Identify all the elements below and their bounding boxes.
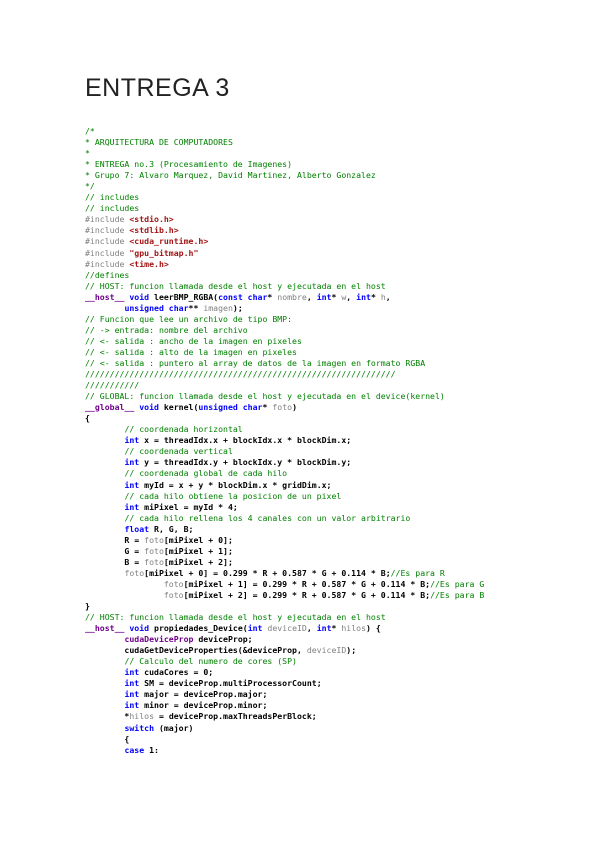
code-line [85, 391, 595, 402]
code-token [85, 468, 124, 478]
code-token: // GLOBAL: funcion llamada desde el host y ejecutada en el device(kernel) [85, 391, 445, 402]
code-token: <stdio.h> [129, 214, 174, 225]
code-line [85, 358, 595, 369]
code-line [85, 468, 595, 479]
code-token [85, 457, 124, 467]
code-token: int [124, 435, 140, 446]
code-token: foto [144, 545, 164, 556]
code-line [85, 380, 595, 391]
code-line [85, 314, 595, 325]
code-token: kernel( [158, 402, 199, 413]
code-line [85, 259, 595, 270]
code-token: // coordenada horizontal [124, 424, 243, 435]
code-token: switch [124, 722, 155, 733]
code-line [85, 723, 595, 734]
code-token: // cada hilo rellena los 4 canales con un valor arbitrario [124, 512, 411, 523]
code-token: #include [85, 258, 130, 269]
code-token: <stdlib.h> [129, 225, 179, 236]
code-token: G = [85, 545, 145, 556]
code-token: * [331, 623, 342, 634]
code-token: <cuda_runtime.h> [129, 236, 209, 247]
code-token: y = threadIdx.y + blockIdx.y * blockDim.y; [139, 457, 352, 468]
code-token: #include [85, 214, 130, 225]
code-line [85, 590, 595, 601]
code-token: /////////////////////////////////////////////////////////////// [85, 369, 396, 380]
code-line [85, 336, 595, 347]
code-line [85, 711, 595, 722]
code-token: * [267, 291, 278, 302]
code-token [85, 590, 164, 600]
code-token [85, 303, 124, 313]
code-line [85, 612, 595, 623]
code-token: [miPixel + 2] = 0.299 * R + 0.587 * G + 0.114 * B; [183, 589, 431, 600]
code-token: // <- salida : ancho de la imagen en pixeles [85, 335, 302, 346]
code-token: * ENTREGA no.3 (Procesamiento de Imagenes) [85, 159, 293, 170]
document-title: ENTREGA 3 [85, 74, 230, 102]
code-token: foto [272, 402, 293, 413]
code-token: propiedades_Device( [149, 623, 248, 634]
code-line [85, 159, 595, 170]
code-token [85, 700, 124, 710]
code-line [85, 236, 595, 247]
code-token: ) { [366, 623, 381, 634]
code-token: [miPixel + 2]; [163, 556, 233, 567]
code-line [85, 126, 595, 137]
code-token [85, 678, 124, 688]
code-line [85, 347, 595, 358]
code-token: 1: [144, 744, 159, 755]
code-token: major = deviceProp.major; [139, 689, 268, 700]
code-line [85, 623, 595, 634]
code-token: { [85, 733, 130, 744]
code-token: int [316, 623, 332, 634]
code-line [85, 535, 595, 546]
code-token: * [85, 711, 130, 722]
code-line [85, 678, 595, 689]
code-token: foto [163, 589, 184, 600]
code-token: int [124, 700, 140, 711]
code-token [85, 480, 124, 490]
code-token: deviceID [267, 623, 307, 634]
code-line [85, 457, 595, 468]
code-token: int [124, 689, 140, 700]
code-token: ** [188, 302, 204, 313]
code-token: case [124, 744, 145, 755]
code-token: // Calculo del numero de cores (SP) [124, 656, 297, 667]
code-token: imagen [203, 302, 233, 313]
code-token: * Grupo 7: Alvaro Marquez, David Martinez, Alberto Gonzalez [85, 170, 376, 181]
code-token: * ARQUITECTURA DE COMPUTADORES [85, 137, 233, 148]
code-token: hilos [341, 623, 367, 634]
code-line [85, 513, 595, 524]
code-line [85, 634, 595, 645]
code-token: deviceID [306, 645, 347, 656]
code-token [85, 723, 124, 733]
code-token: * [370, 291, 381, 302]
code-line [85, 656, 595, 667]
code-token: const char [218, 291, 268, 302]
code-token: #include [85, 247, 130, 258]
code-token: unsigned char [198, 402, 263, 413]
code-token: // coordenada vertical [124, 446, 233, 457]
code-token: * [85, 148, 90, 159]
code-line [85, 568, 595, 579]
code-line [85, 281, 595, 292]
code-token: R = [85, 534, 145, 545]
code-token: SM = deviceProp.multiProcessorCount; [139, 678, 322, 689]
code-token: , [346, 291, 357, 302]
code-token: , [306, 623, 317, 634]
code-line [85, 446, 595, 457]
code-token: /* [85, 126, 95, 136]
code-token: [miPixel + 0] = 0.299 * R + 0.587 * G + 0.114 * B; [144, 567, 391, 578]
code-token: int [124, 501, 140, 512]
code-line [85, 292, 595, 303]
code-token: * [262, 402, 273, 413]
code-token: B = [85, 556, 145, 567]
code-token [85, 424, 124, 434]
code-token: = deviceProp.maxThreadsPerBlock; [154, 711, 317, 722]
code-token: [miPixel + 1]; [163, 545, 233, 556]
code-line [85, 700, 595, 711]
code-token [85, 689, 124, 699]
code-token: deviceProp; [193, 634, 253, 645]
code-token: int [124, 479, 140, 490]
code-token: /////////// [85, 380, 140, 391]
code-token: // -> entrada: nombre del archivo [85, 324, 248, 335]
code-token: { [85, 413, 90, 424]
code-line [85, 369, 595, 380]
code-token [85, 656, 124, 666]
code-token: * [331, 291, 342, 302]
code-line [85, 214, 595, 225]
code-token: //defines [85, 269, 130, 280]
code-token: foto [163, 578, 184, 589]
code-token: w [341, 291, 347, 302]
code-line [85, 645, 595, 656]
code-token: float [124, 523, 150, 534]
code-token: int [124, 667, 140, 678]
code-token: __host__ [85, 623, 125, 634]
code-line [85, 601, 595, 612]
code-token: (major) [154, 722, 194, 733]
code-token: __host__ [85, 291, 125, 302]
code-token [85, 502, 124, 512]
code-token: int [316, 291, 332, 302]
code-token: // includes [85, 192, 140, 203]
code-token: , [306, 291, 317, 302]
code-token: ); [232, 302, 243, 313]
code-line [85, 734, 595, 745]
code-line [85, 502, 595, 513]
code-token: // <- salida : puntero al array de datos de la imagen en formato RGBA [85, 357, 426, 368]
code-token [85, 435, 124, 445]
code-line [85, 325, 595, 336]
code-token: leerBMP_RGBA( [149, 291, 219, 302]
code-token: // <- salida : alto de la imagen en pixeles [85, 346, 297, 357]
code-line [85, 170, 595, 181]
code-token [85, 667, 124, 677]
code-token: // HOST: funcion llamada desde el host y ejecutada en el host [85, 612, 386, 623]
code-token: minor = deviceProp.minor; [139, 700, 268, 711]
code-line [85, 303, 595, 314]
code-line [85, 137, 595, 148]
code-token: <time.h> [129, 258, 169, 269]
code-line [85, 413, 595, 424]
code-token: __global__ [85, 402, 135, 413]
code-token: cudaCores = 0; [139, 667, 214, 678]
code-token: foto [144, 556, 164, 567]
code-token [85, 579, 164, 589]
code-line [85, 480, 595, 491]
code-line [85, 524, 595, 535]
code-token: myId = x + y * blockDim.x * gridDim.x; [139, 479, 332, 490]
code-line [85, 435, 595, 446]
code-token [85, 513, 124, 523]
code-line [85, 225, 595, 236]
code-token: // coordenada global de cada hilo [124, 468, 288, 479]
code-line [85, 148, 595, 159]
code-line [85, 557, 595, 568]
code-token: "gpu_bitmap.h" [129, 247, 199, 258]
code-token: } [85, 601, 90, 612]
code-token: // includes [85, 203, 140, 214]
code-line [85, 181, 595, 192]
code-token: // cada hilo obtiene la posicion de un pixel [124, 490, 342, 501]
code-token [85, 568, 124, 578]
code-token [85, 634, 124, 644]
code-token: int [356, 291, 371, 302]
code-token: x = threadIdx.x + blockIdx.x * blockDim.x; [139, 435, 352, 446]
code-line [85, 546, 595, 557]
code-token: hilos [129, 711, 155, 722]
code-line [85, 689, 595, 700]
code-token [85, 745, 124, 755]
code-token: void [129, 291, 150, 302]
code-token: int [124, 457, 140, 468]
code-token: [miPixel + 1] = 0.299 * R + 0.587 * G + 0.114 * B; [183, 578, 431, 589]
code-token: , [385, 291, 391, 302]
code-line [85, 192, 595, 203]
code-token: ) [292, 402, 297, 413]
code-token: //Es para G [430, 578, 485, 589]
code-token: void [129, 623, 150, 634]
code-line [85, 270, 595, 281]
code-token: // Funcion que lee un archivo de tipo BMP: [85, 313, 293, 324]
code-token [85, 524, 124, 534]
code-token: //Es para B [430, 589, 485, 600]
code-token: ); [346, 645, 357, 656]
code-token: cudaDeviceProp [124, 634, 194, 645]
code-listing [85, 126, 595, 756]
code-token: //Es para R [390, 567, 445, 578]
code-token: unsigned char [124, 302, 189, 313]
code-line [85, 424, 595, 435]
code-token: int [247, 623, 263, 634]
code-line [85, 667, 595, 678]
code-line [85, 745, 595, 756]
code-line [85, 248, 595, 259]
code-token: [miPixel + 0]; [163, 534, 233, 545]
code-token: R, G, B; [149, 523, 194, 534]
code-line [85, 491, 595, 502]
code-token: nombre [277, 291, 307, 302]
code-line [85, 203, 595, 214]
code-line [85, 402, 595, 413]
code-line [85, 579, 595, 590]
code-token: h [380, 291, 386, 302]
code-token: cudaGetDeviceProperties(&deviceProp, [85, 645, 307, 656]
code-token: #include [85, 236, 130, 247]
code-token: foto [144, 534, 164, 545]
code-token: #include [85, 225, 130, 236]
code-token [85, 491, 124, 501]
code-token: int [124, 678, 140, 689]
code-token [85, 446, 124, 456]
code-token: */ [85, 181, 95, 192]
code-token: foto [124, 567, 145, 578]
code-token: miPixel = myId * 4; [139, 501, 238, 512]
code-token: // HOST: funcion llamada desde el host y ejecutada en el host [85, 280, 386, 291]
code-token: void [139, 402, 159, 413]
